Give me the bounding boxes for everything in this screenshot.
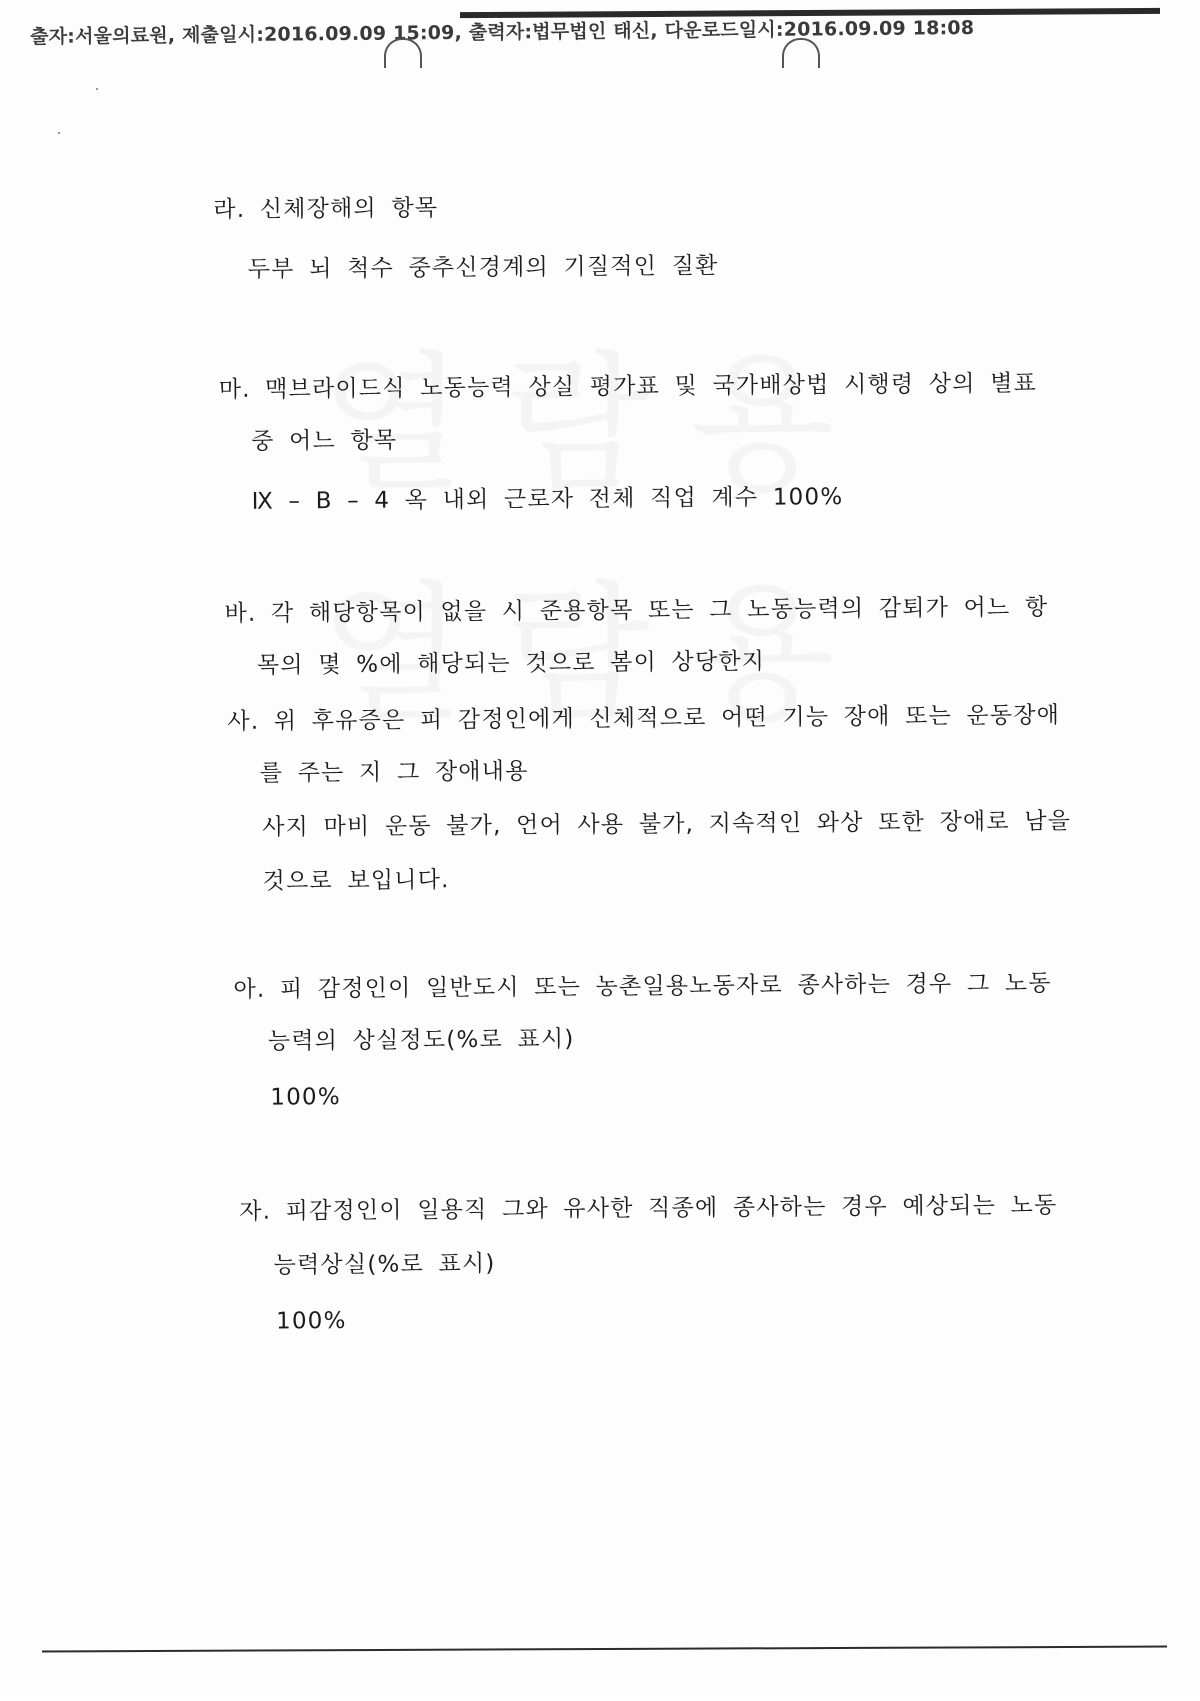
section-ma-answer: Ⅸ – B – 4 옥 내외 근로자 전체 직업 계수 100% — [251, 484, 844, 515]
submission-header: 출자:서울의료원, 제출일시:2016.09.09 15:09, 출력자:법무법인 태신, 다운로드일시:2016.09.09 18:08 — [30, 16, 975, 48]
section-a-title-line2: 능력의 상실정도(%로 표시) — [267, 1026, 575, 1055]
section-ma-title-line2: 중 어느 항목 — [251, 427, 398, 455]
section-a-answer: 100% — [270, 1084, 341, 1111]
section-ja-answer: 100% — [275, 1308, 347, 1335]
section-ra-title: 라. 신체장해의 항목 — [213, 195, 439, 224]
section-ma-title-line1: 마. 맥브라이드식 노동능력 상실 평가표 및 국가배상법 시행령 상의 별표 — [218, 370, 1038, 403]
section-ja-title-line1: 자. 피감정인이 일용직 그와 유사한 직종에 종사하는 경우 예상되는 노동 — [239, 1192, 1058, 1225]
section-ja-title-line2: 능력상실(%로 표시) — [273, 1250, 496, 1279]
section-sa-title-line2: 를 주는 지 그 장애내용 — [259, 758, 529, 787]
section-sa-answer-line1: 사지 마비 운동 불가, 언어 사용 불가, 지속적인 와상 또한 장애로 남을 — [262, 808, 1072, 841]
section-ra-answer: 두부 뇌 척수 중추신경계의 기질적인 질환 — [247, 253, 719, 283]
section-sa-answer-line2: 것으로 보입니다. — [262, 867, 450, 895]
section-ba-title-line1: 바. 각 해당항목이 없을 시 준용항목 또는 그 노동능력의 감퇴가 어느 항 — [224, 594, 1049, 627]
section-ba-title-line2: 목의 몇 %에 해당되는 것으로 봄이 상당한지 — [256, 648, 766, 679]
section-sa-title-line1: 사. 위 후유증은 피 감정인에게 신체적으로 어떤 기능 장애 또는 운동장애 — [227, 702, 1061, 735]
section-a-title-line1: 아. 피 감정인이 일반도시 또는 농촌일용노동자로 종사하는 경우 그 노동 — [233, 970, 1052, 1003]
